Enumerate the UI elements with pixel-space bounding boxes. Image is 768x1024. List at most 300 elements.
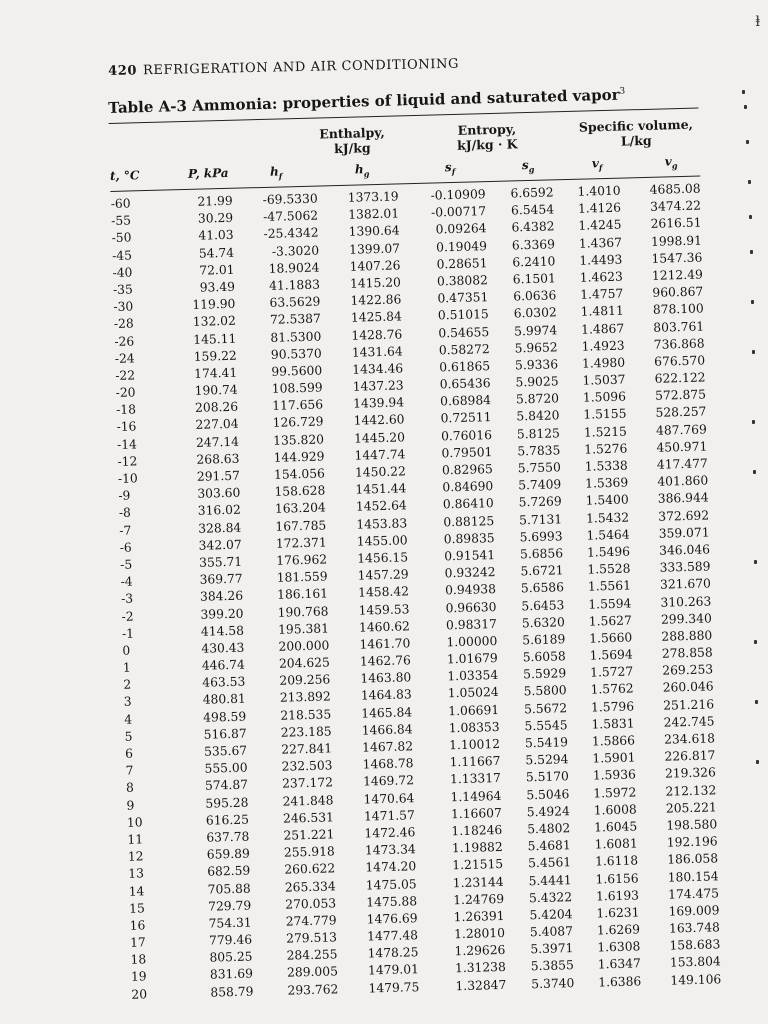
col-header-pressure: P, kPa: [187, 165, 229, 181]
cell-vg: 169.009: [668, 903, 720, 919]
cell-hf: 284.255: [286, 947, 338, 963]
cell-sf: 1.19882: [451, 840, 503, 856]
cell-sf: 0.93242: [444, 565, 496, 581]
cell-vf: 1.4126: [577, 200, 622, 216]
cell-vf: 1.5866: [591, 733, 636, 749]
cell-sg: 5.3971: [530, 941, 574, 957]
cell-sf: -0.10909: [430, 187, 486, 203]
cell-vf: 1.4923: [581, 338, 625, 354]
cell-vg: 288.880: [661, 628, 713, 644]
enthalpy-unit: kJ/kg: [333, 140, 371, 157]
scan-margin-speck: [753, 470, 756, 474]
cell-sf: 0.89835: [443, 530, 495, 547]
cell-sg: 5.5929: [522, 666, 567, 682]
cell-hg: 1464.83: [360, 687, 412, 704]
cell-t: 11: [127, 832, 144, 847]
cell-t: 18: [130, 952, 147, 967]
cell-t: -24: [114, 351, 135, 366]
cell-t: -28: [113, 316, 134, 332]
cell-sf: 0.94938: [444, 582, 497, 598]
cell-hf: 135.820: [272, 432, 325, 448]
cell-vf: 1.5561: [587, 578, 632, 594]
cell-sg: 5.4561: [527, 855, 572, 871]
cell-sg: 5.6721: [520, 563, 564, 579]
cell-vg: 205.221: [665, 800, 717, 816]
scan-margin-speck: [751, 300, 754, 304]
cell-sf: 1.11667: [449, 754, 501, 770]
cell-p: 159.22: [193, 348, 237, 364]
cell-vg: 450.971: [656, 439, 708, 455]
cell-hf: 18.9024: [268, 260, 320, 276]
scan-margin-speck: [744, 105, 747, 109]
cell-hf: 176.962: [276, 552, 328, 568]
cell-t: 4: [124, 712, 133, 727]
col-header-temperature: t, °C: [109, 168, 140, 183]
cell-p: 291.57: [196, 468, 241, 484]
cell-t: -10: [117, 471, 138, 486]
cell-vg: 242.745: [663, 714, 715, 730]
cell-vf: 1.4623: [579, 269, 624, 285]
cell-t: -22: [115, 368, 136, 383]
cell-vf: 1.5972: [593, 784, 637, 801]
cell-hf: -25.4342: [263, 225, 319, 242]
cell-sg: 5.7131: [518, 511, 563, 527]
cell-hg: 1462.76: [359, 653, 411, 669]
cell-sf: 0.88125: [443, 513, 495, 529]
cell-hf: 186.161: [277, 586, 329, 603]
cell-p: 132.02: [192, 314, 237, 330]
cell-hg: 1456.15: [357, 550, 409, 566]
cell-p: 247.14: [195, 434, 240, 450]
cell-sg: 5.6856: [519, 546, 564, 562]
scan-margin-speck: [756, 760, 759, 764]
page-number: 420: [108, 63, 138, 79]
cell-p: 145.11: [193, 331, 237, 347]
cell-p: 446.74: [201, 657, 246, 673]
cell-vg: 251.216: [663, 696, 715, 713]
entropy-label: Entropy,: [457, 121, 517, 138]
page-header: [108, 57, 459, 79]
cell-vf: 1.5796: [590, 699, 635, 715]
entropy-unit: kJ/kg · K: [456, 136, 518, 153]
cell-sg: 5.7835: [517, 443, 561, 459]
cell-hf: 41.1883: [268, 277, 321, 293]
scan-margin-speck: [754, 640, 757, 644]
cell-hg: 1439.94: [353, 395, 405, 411]
volume-group-header: [571, 116, 702, 149]
cell-vf: 1.5831: [591, 716, 635, 732]
cell-vf: 1.6156: [595, 870, 639, 887]
cell-sf: 1.28010: [453, 925, 506, 942]
cell-p: 414.58: [200, 623, 245, 639]
cell-vg: 163.748: [668, 920, 721, 936]
cell-hf: 274.779: [285, 913, 337, 929]
cell-sf: 0.68984: [439, 393, 492, 409]
cell-hg: 1451.44: [355, 481, 407, 497]
cell-hg: 1469.72: [362, 773, 415, 789]
cell-sf: 0.86410: [442, 496, 494, 512]
cell-vg: 803.761: [653, 318, 705, 335]
cell-vg: 736.868: [653, 336, 705, 352]
col-header-hg: $h_g$: [354, 162, 370, 179]
scan-margin-mark: ⱡ: [755, 14, 760, 30]
cell-vg: 528.257: [655, 404, 707, 421]
cell-vf: 1.4980: [581, 355, 626, 371]
cell-t: 0: [122, 643, 131, 658]
cell-sg: 6.1501: [512, 271, 557, 287]
cell-hf: -47.5062: [262, 208, 319, 225]
cell-sg: 5.7550: [517, 460, 561, 476]
cell-vf: 1.4245: [578, 217, 622, 234]
cell-hf: 154.056: [273, 466, 326, 482]
cell-t: -4: [120, 574, 133, 589]
cell-p: 729.79: [207, 898, 252, 914]
cell-sg: 5.4681: [527, 838, 571, 854]
cell-hf: 204.625: [278, 655, 331, 671]
cell-sg: 5.5419: [524, 735, 569, 751]
cell-t: -16: [116, 419, 137, 435]
cell-sf: 1.23144: [452, 874, 504, 890]
cell-sg: 5.6993: [519, 529, 563, 545]
cell-hg: 1463.80: [360, 670, 412, 686]
cell-hg: 1461.70: [359, 636, 411, 652]
cell-vf: 1.4757: [580, 286, 624, 302]
col-header-hf: $h_f$: [269, 164, 283, 181]
cell-vf: 1.5627: [588, 613, 633, 629]
cell-vf: 1.5762: [590, 681, 634, 698]
cell-hg: 1390.64: [348, 223, 400, 240]
cell-sf: 1.21515: [452, 857, 504, 873]
cell-hg: 1472.46: [364, 825, 416, 841]
cell-p: 535.67: [203, 743, 248, 759]
cell-sf: 1.08353: [448, 719, 500, 736]
cell-p: 754.31: [208, 915, 252, 931]
cell-vg: 212.132: [665, 782, 717, 799]
cell-t: -50: [111, 230, 132, 246]
cell-vf: 1.6008: [593, 802, 637, 818]
cell-t: 17: [129, 935, 146, 950]
cell-hg: 1445.20: [353, 429, 406, 446]
cell-sf: 0.72511: [440, 410, 492, 426]
cell-hg: 1428.76: [351, 326, 403, 343]
cell-vg: 234.618: [663, 731, 716, 747]
cell-p: 616.25: [205, 812, 250, 828]
cell-vg: 180.154: [667, 868, 719, 885]
cell-hf: 237.172: [281, 775, 334, 792]
cell-p: 384.26: [199, 588, 244, 605]
table-body: [111, 181, 722, 1004]
cell-sg: 5.6058: [522, 649, 566, 665]
cell-vg: 346.046: [658, 542, 711, 558]
cell-sf: 0.79501: [441, 444, 493, 461]
cell-sg: 5.3740: [531, 975, 575, 991]
cell-vf: 1.5215: [583, 424, 628, 440]
cell-hg: 1399.07: [348, 240, 401, 257]
cell-hf: 195.381: [277, 621, 330, 637]
cell-sg: 6.5454: [510, 202, 555, 218]
cell-p: 574.87: [204, 777, 249, 794]
cell-p: 805.25: [209, 949, 253, 965]
cell-sg: 5.6453: [521, 597, 565, 613]
cell-hg: 1452.64: [355, 498, 407, 515]
entropy-group-header: [427, 121, 548, 154]
cell-t: -5: [120, 557, 133, 572]
cell-sf: 1.05024: [447, 685, 499, 701]
cell-sf: 1.13317: [449, 771, 502, 787]
cell-sf: 1.03354: [447, 668, 499, 684]
cell-t: 10: [126, 815, 143, 830]
cell-sf: 0.76016: [440, 427, 493, 444]
cell-t: -8: [118, 505, 132, 521]
cell-vg: 153.804: [669, 954, 721, 971]
scan-margin-speck: [750, 250, 753, 254]
cell-vg: 310.263: [660, 593, 712, 610]
cell-p: 659.89: [206, 846, 250, 862]
cell-vf: 1.6193: [595, 888, 640, 904]
cell-sg: 5.9974: [513, 322, 558, 338]
cell-t: -35: [112, 282, 133, 297]
cell-vf: 1.5727: [589, 664, 634, 680]
cell-p: 328.84: [198, 520, 242, 536]
cell-vg: 878.100: [652, 301, 704, 318]
cell-vg: 386.944: [657, 490, 709, 507]
cell-t: -18: [115, 402, 137, 418]
cell-vf: 1.4811: [580, 303, 624, 320]
cell-hg: 1468.78: [362, 756, 414, 772]
cell-sg: 5.8720: [515, 391, 560, 407]
cell-vg: 158.683: [669, 937, 721, 953]
cell-t: 12: [127, 849, 144, 864]
cell-t: 9: [126, 798, 135, 813]
cell-hg: 1479.01: [367, 962, 420, 978]
cell-vf: 1.5694: [589, 647, 633, 663]
cell-p: 480.81: [202, 692, 246, 708]
cell-t: -2: [121, 609, 134, 624]
cell-hg: 1457.29: [357, 567, 409, 583]
cell-sg: 5.5170: [525, 769, 570, 785]
cell-p: 430.43: [201, 640, 245, 656]
cell-hg: 1475.88: [366, 893, 418, 910]
cell-sf: 0.82965: [441, 462, 494, 478]
cell-p: 555.00: [204, 760, 248, 776]
cell-hf: 265.334: [284, 878, 336, 895]
cell-p: 516.87: [203, 726, 247, 742]
cell-vf: 1.6308: [597, 939, 641, 955]
cell-sg: 5.6586: [520, 580, 565, 596]
cell-p: 399.20: [200, 606, 244, 622]
cell-hf: 90.5370: [270, 346, 322, 362]
cell-vg: 278.858: [661, 645, 713, 661]
cell-vg: 1547.36: [651, 250, 703, 266]
cell-hf: 241.848: [282, 792, 334, 809]
cell-hf: 279.513: [285, 930, 338, 946]
cell-vf: 1.5432: [585, 510, 630, 526]
scan-margin-speck: [748, 180, 751, 184]
cell-sf: 0.51015: [437, 307, 489, 323]
cell-p: 779.46: [208, 932, 253, 948]
scan-margin-speck: [754, 560, 757, 564]
cell-t: -40: [112, 265, 133, 280]
cell-sf: 0.19049: [435, 238, 488, 255]
cell-vg: 676.570: [654, 353, 706, 369]
enthalpy-group-header: [297, 124, 408, 157]
cell-hf: 232.503: [281, 758, 333, 774]
cell-sg: 5.5294: [525, 752, 569, 768]
cell-t: -55: [111, 213, 132, 229]
cell-hg: 1415.20: [349, 275, 402, 291]
volume-label: Specific volume,: [578, 116, 694, 135]
cell-p: 208.26: [194, 399, 239, 416]
cell-sg: 6.4382: [511, 219, 555, 235]
cell-t: 7: [125, 763, 134, 778]
cell-vf: 1.5276: [584, 441, 628, 457]
cell-vf: 1.5096: [582, 389, 627, 405]
cell-vf: 1.6386: [598, 973, 642, 990]
cell-vg: 219.326: [664, 765, 717, 782]
cell-hg: 1442.60: [353, 412, 405, 429]
cell-vf: 1.5528: [587, 561, 631, 577]
cell-hf: 172.371: [275, 535, 327, 551]
cell-hg: 1477.48: [366, 928, 419, 944]
cell-t: -12: [117, 454, 138, 469]
cell-sf: 0.38082: [436, 273, 489, 289]
cell-sg: 5.4322: [528, 889, 573, 905]
cell-sg: 5.5545: [524, 717, 568, 734]
scan-margin-speck: [749, 215, 752, 219]
cell-p: 41.03: [198, 228, 234, 244]
cell-vg: 417.477: [656, 456, 708, 472]
cell-vg: 186.058: [667, 851, 719, 867]
cell-sg: 5.3855: [530, 958, 575, 974]
cell-vf: 1.5369: [585, 475, 629, 491]
cell-hg: 1382.01: [348, 206, 400, 222]
cell-vf: 1.5594: [588, 595, 632, 612]
cell-hf: 158.628: [274, 483, 326, 499]
cell-vg: 572.875: [654, 387, 707, 404]
cell-hf: 251.221: [283, 827, 335, 843]
cell-sg: 6.0636: [513, 288, 557, 304]
cell-t: -60: [110, 196, 131, 211]
cell-hg: 1467.82: [362, 739, 414, 755]
enthalpy-label: Enthalpy,: [319, 124, 385, 142]
cell-t: -7: [119, 523, 132, 538]
cell-sg: 5.6320: [521, 614, 566, 631]
cell-hg: 1459.53: [358, 601, 410, 618]
cell-hg: 1453.83: [356, 515, 408, 532]
cell-p: 342.07: [198, 537, 242, 553]
cell-vg: 149.106: [670, 971, 722, 988]
cell-vg: 1998.91: [650, 233, 703, 249]
cell-vg: 299.340: [660, 611, 712, 627]
cell-sf: 0.65436: [439, 376, 491, 392]
cell-p: 303.60: [197, 485, 241, 501]
ammonia-properties-table: [108, 84, 721, 1004]
cell-vf: 1.5037: [582, 372, 626, 388]
table-caption-text: Table A-3 Ammonia: properties of liquid and saturated vapor: [108, 85, 620, 117]
cell-hg: 1407.26: [349, 258, 401, 274]
cell-hg: 1465.84: [361, 704, 413, 721]
cell-hf: 117.656: [272, 397, 324, 414]
cell-p: 54.74: [198, 245, 235, 261]
cell-hf: -69.5330: [262, 191, 318, 207]
cell-sg: 6.2410: [512, 254, 556, 270]
cell-vg: 487.769: [655, 422, 708, 438]
cell-vg: 333.589: [659, 559, 711, 575]
cell-hg: 1471.57: [363, 807, 416, 824]
cell-p: 174.41: [194, 365, 238, 381]
cell-p: 831.69: [209, 966, 254, 983]
cell-p: 355.71: [198, 554, 243, 570]
cell-vg: 198.580: [666, 817, 718, 833]
cell-vf: 1.6231: [596, 905, 640, 921]
cell-vf: 1.6269: [596, 922, 641, 938]
cell-vg: 2616.51: [650, 215, 702, 232]
cell-hg: 1447.74: [354, 447, 406, 463]
cell-sg: 5.4204: [529, 906, 573, 923]
cell-sf: 1.10012: [448, 736, 501, 753]
cell-sg: 5.4924: [526, 803, 570, 820]
cell-hf: 72.5387: [269, 311, 322, 328]
cell-p: 463.53: [202, 674, 246, 690]
cell-sg: 6.6592: [510, 185, 554, 201]
caption-footnote-marker: 3: [619, 86, 626, 97]
cell-vf: 1.6045: [594, 819, 638, 835]
cell-hf: 81.5300: [270, 329, 322, 345]
cell-sg: 5.4087: [529, 924, 574, 940]
cell-sf: 0.47351: [437, 290, 489, 306]
cell-sf: 1.32847: [455, 977, 507, 993]
cell-sf: 1.14964: [450, 788, 502, 804]
cell-t: 15: [129, 901, 146, 916]
cell-hf: 163.204: [274, 500, 326, 517]
cell-hf: -3.3020: [271, 243, 320, 259]
cell-sg: 5.5672: [523, 700, 568, 716]
cell-hg: 1479.75: [368, 979, 420, 996]
volume-unit: L/kg: [620, 132, 652, 149]
cell-hg: 1473.34: [364, 842, 416, 858]
cell-hg: 1373.19: [347, 189, 399, 205]
cell-sg: 5.5800: [523, 683, 567, 699]
cell-hf: 167.785: [275, 517, 327, 534]
cell-hf: 270.053: [285, 895, 337, 912]
cell-sf: 0.98317: [445, 616, 498, 633]
cell-hf: 144.929: [273, 449, 325, 465]
cell-t: 8: [125, 780, 135, 796]
running-title: REFRIGERATION AND AIR CONDITIONING: [142, 56, 460, 79]
cell-sg: 5.5046: [526, 786, 570, 802]
cell-hf: 181.559: [276, 569, 328, 585]
cell-p: 21.99: [197, 193, 233, 209]
cell-t: -26: [114, 333, 135, 349]
cell-p: 268.63: [196, 451, 240, 467]
cell-vf: 1.4367: [578, 235, 623, 251]
cell-hf: 260.622: [284, 861, 336, 877]
cell-sf: 1.31238: [454, 960, 507, 976]
cell-sf: 1.29626: [454, 943, 506, 959]
col-header-vg: $v_g$: [664, 154, 678, 171]
cell-vf: 1.6118: [594, 853, 639, 869]
cell-hf: 227.841: [281, 741, 333, 757]
cell-t: 19: [130, 969, 147, 985]
cell-vg: 359.071: [658, 525, 710, 541]
cell-sf: 1.06691: [448, 702, 500, 718]
scan-margin-speck: [755, 700, 758, 704]
cell-hg: 1458.42: [357, 584, 410, 600]
cell-sf: 0.96630: [445, 599, 497, 615]
cell-sf: -0.00717: [430, 204, 487, 220]
cell-hg: 1460.62: [358, 618, 411, 635]
cell-sf: 0.91541: [444, 547, 496, 564]
